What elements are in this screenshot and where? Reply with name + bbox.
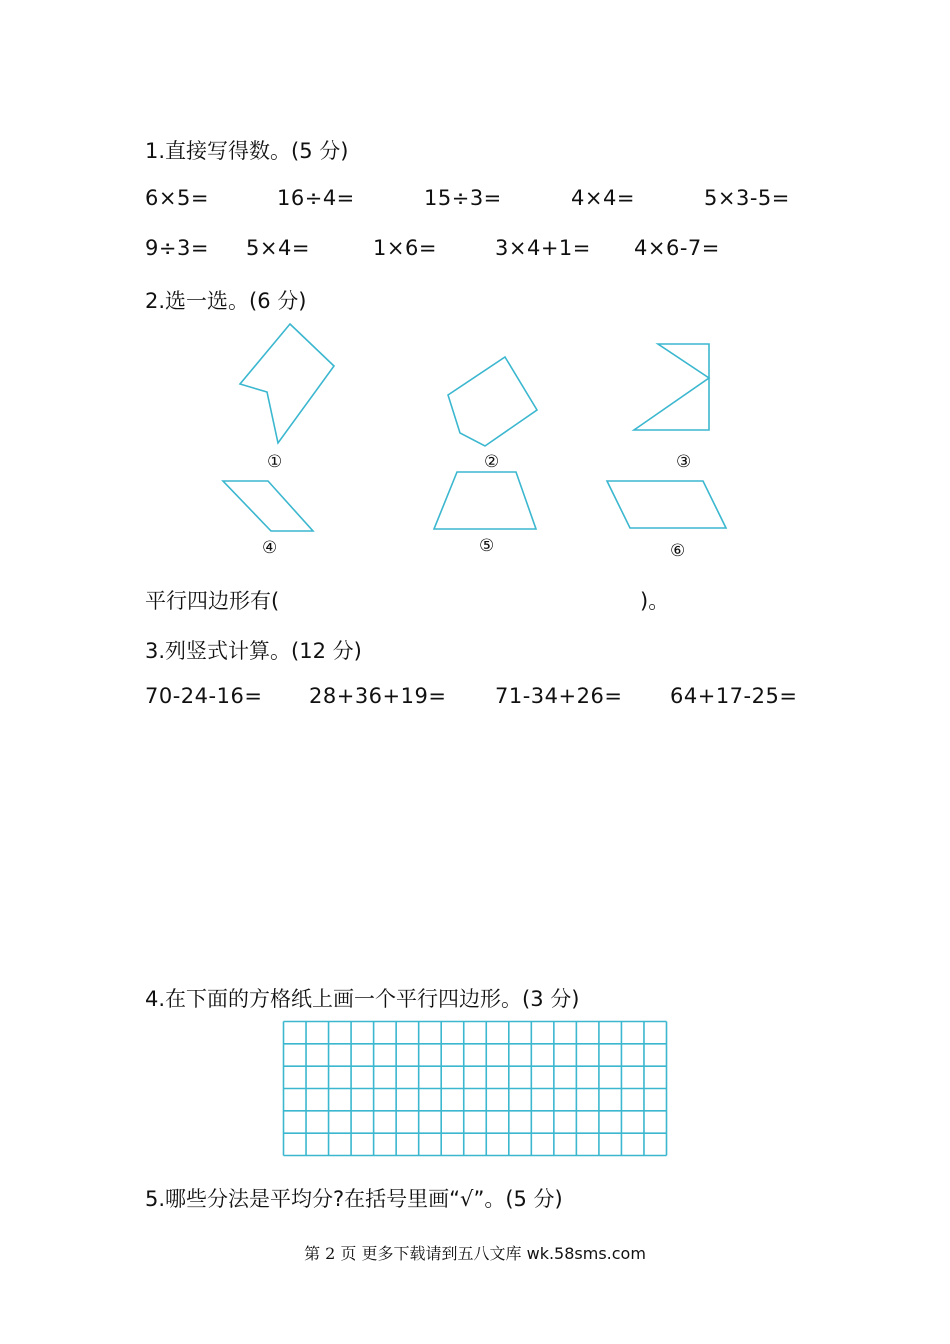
q4-title: 4.在下面的方格纸上画一个平行四边形。(3 分) <box>145 987 580 1011</box>
q3-expr: 64+17-25= <box>670 684 798 708</box>
q1-expr: 3×4+1= <box>495 236 591 260</box>
q3-expr: 28+36+19= <box>309 684 447 708</box>
q3-expr: 70-24-16= <box>145 684 263 708</box>
q1-expr: 4×6-7= <box>634 236 720 260</box>
shape-label: ④ <box>262 538 278 558</box>
q3-title: 3.列竖式计算。(12 分) <box>145 639 362 663</box>
footer-text: 第 2 页 更多下载请到五八文库 <box>304 1244 522 1263</box>
q1-expr: 15÷3= <box>424 186 502 210</box>
q1-expr: 5×4= <box>246 236 310 260</box>
q1-title: 1.直接写得数。(5 分) <box>145 139 349 163</box>
q2-title: 2.选一选。(6 分) <box>145 289 307 313</box>
grid-paper[interactable] <box>283 1021 668 1157</box>
q2-answer-prefix: 平行四边形有( <box>145 589 280 613</box>
q5-title: 5.哪些分法是平均分?在括号里画“√”。(5 分) <box>145 1187 563 1211</box>
q2-answer-suffix: )。 <box>640 589 670 613</box>
shape-label: ③ <box>676 452 692 472</box>
q1-expr: 5×3-5= <box>704 186 790 210</box>
shape-label: ② <box>484 452 500 472</box>
q2-answer-blank[interactable] <box>285 578 635 608</box>
q1-expr: 9÷3= <box>145 236 209 260</box>
shape-label: ⑥ <box>670 541 686 561</box>
q1-expr: 6×5= <box>145 186 209 210</box>
q1-expr: 4×4= <box>571 186 635 210</box>
footer-site: wk.58sms.com <box>526 1244 646 1263</box>
q3-expr: 71-34+26= <box>495 684 623 708</box>
q3-work-area[interactable] <box>145 720 805 960</box>
q1-expr: 1×6= <box>373 236 437 260</box>
shape-label: ⑤ <box>479 536 495 556</box>
q1-expr: 16÷4= <box>277 186 355 210</box>
page-footer <box>0 1241 950 1264</box>
shape-label: ① <box>267 452 283 472</box>
